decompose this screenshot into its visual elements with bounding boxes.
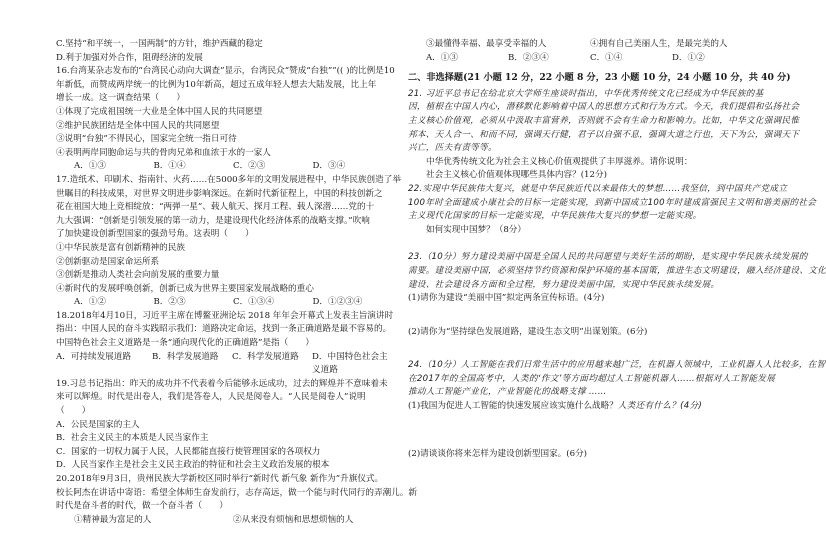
- question-18: [56, 310, 392, 378]
- q15-option-c: C.坚持“和平统一，一国两制”的方针，维护西藏的稳定: [56, 39, 263, 49]
- q24-prompt-1: [408, 400, 754, 414]
- q20-items-row-2: [408, 38, 754, 52]
- q17-option-d: D．①②③④: [312, 297, 363, 308]
- q20-item-3: ③最懂得幸福、最享受幸福的人: [426, 39, 547, 49]
- q17-stem-5: 了加快建设创新型国家的强劲号角。这表明（ ）: [56, 229, 254, 240]
- q24-prompt-2: (2)请谈谈你将来怎样为建设创新型国家。(6分): [408, 448, 588, 459]
- q16-item-3: ③说明“台独”不得民心，国家完全统一指日可待: [56, 134, 237, 145]
- q19-option-d: D．人民当家作主是社会主义民主政治的特征和社会主义政治发展的根本: [56, 460, 330, 471]
- q18-stem-2: 指出：中国人民的奋斗实践昭示我们：道路决定命运，找到一条正确道路是最不容易的。: [56, 324, 392, 335]
- q17-item-2: ②创新驱动是国家命运所系: [56, 256, 160, 267]
- right-column: [408, 38, 826, 461]
- q16-options: [56, 160, 392, 174]
- q22-material-2: 100年时全面建成小康社会的目标一定能实现，到新中国成立100年时建成富强民主文明和谐美丽的社会: [408, 197, 817, 208]
- question-22: [408, 183, 817, 237]
- question-17: [56, 174, 401, 310]
- q20-item-2: ②从来没有烦恼和思想烦恼的人: [233, 514, 354, 525]
- q18-options: [56, 351, 392, 378]
- q20-items-row-1: [56, 514, 392, 528]
- answer-space: [408, 414, 754, 448]
- q16-option-b: B．①④: [153, 161, 186, 172]
- q18-option-d: D．中国特色社会主义道路: [312, 351, 388, 376]
- q16-stem-2: 年新低，而赞成两岸统一的比例为10年新高，超过五成年轻人想去大陆发展，比上年: [56, 79, 377, 90]
- q16-item-4: ④表明两岸同胞命运与共的骨肉兄弟和血浓于水的一家人: [56, 147, 271, 158]
- q20-option-d: D．①②: [672, 52, 705, 63]
- left-column: [56, 38, 417, 527]
- q22-material-1: 22.实现中华民族伟大复兴，就是中华民族近代以来最伟大的梦想……我坚信，到中国共产党成立: [408, 183, 788, 194]
- answer-space: [408, 237, 754, 251]
- q16-stem-3: 增长一成。这一调查结果（ ）: [56, 93, 185, 104]
- q20-stem-3: 时代是奋斗者的时代，做一个奋斗者（ ）: [56, 501, 228, 512]
- q21-material-2: 因，植根在中国人内心，潜移默化影响着中国人的思想方式和行为方式。今天，我们提倡和弘扬社会: [408, 102, 800, 113]
- q17-options: [56, 296, 392, 310]
- question-20: [56, 473, 417, 527]
- q16-item-1: ①体现了完成祖国统一大业是全体中国人民的共同愿望: [56, 106, 263, 117]
- q21-material-1: 21. 习近平总书记在给北京大学师生座谈时指出，中华优秀传统文化已经成为中华民族的基: [408, 88, 764, 99]
- question-19: [56, 378, 392, 473]
- q17-stem-3: 花在祖国大地上竞相绽放：“两弹一星”、载人航天、探月工程、载人深潜……党的十: [56, 202, 375, 213]
- q18-option-a: A．可持续发展道路: [56, 351, 131, 362]
- q17-stem-1: 17.造纸术、印刷术、指南针、火药……在5000多年的文明发展进程中，中华民族创造了举: [56, 174, 401, 185]
- q19-stem-2: 来可以辉煌。时代是出卷人，我们是答卷人，人民是阅卷人。“人民是阅卷人”说明: [56, 392, 366, 403]
- q19-option-b: B．社会主义民主的本质是人民当家作主: [56, 433, 209, 444]
- q18-stem-3: 中国特色社会主义道路是一条“通向现代化的正确道路”是指（ ）: [56, 338, 315, 349]
- q17-item-1: ①中华民族是富有创新精神的民族: [56, 242, 185, 253]
- q20-option-b: B．②③④: [508, 52, 549, 63]
- q21-material-4: 邦本、天人合一、和而不同，强调天行健，君子以自强不息，强调大道之行也，天下为公，强调天下: [408, 129, 800, 140]
- question-23: [408, 251, 826, 339]
- question-21: [408, 88, 800, 183]
- q20-stem-2: 校长阿杰在讲话中寄语：希望全体师生奋发前行，志存高远，做一个能与时代同行的弄潮儿。新: [56, 487, 417, 498]
- q16-option-a: A．①③: [74, 161, 106, 172]
- q24-material-2: 在2017年的全国高考中，人类的‘作文’等方面均超过人工智能机器人……根据对人工智能发展: [408, 373, 776, 384]
- q24-prompt-1-tail: 人类还有什么？(4分): [617, 401, 703, 412]
- q16-option-d: D．③④: [312, 161, 346, 172]
- q17-option-c: C．①③④: [233, 297, 274, 308]
- q23-prompt-2: (2)请你为“坚持绿色发展道路，建设生态文明”出谋划策。(6分): [408, 326, 648, 337]
- q20-item-4: ④拥有自己美丽人生，是最完美的人: [590, 39, 728, 49]
- question-16: [56, 65, 395, 174]
- q19-option-c: C．国家的一切权力属于人民，人民都能直接行使管理国家的各项权力: [56, 446, 321, 457]
- q17-option-a: A．①②: [74, 297, 106, 308]
- q19-option-a: A．公民是国家的主人: [56, 419, 140, 430]
- q23-material-3: 建设、社会建设各方面和全过程，努力建设美丽中国，实现中华民族永续发展。: [408, 279, 720, 290]
- q23-material-1: 23.（10分）努力建设美丽中国是全国人民的共同愿望与美好生活的期盼，是实现中华民族永续发展的: [408, 252, 808, 263]
- q17-stem-2: 世瞩目的科技成果，对世界文明进步影响深远。在新时代新征程上，中国的科技创新之: [56, 188, 383, 199]
- q18-option-b: B．科学发展道路: [152, 351, 219, 362]
- q16-item-2: ②维护民族团结是全体中国人民的共同愿望: [56, 120, 220, 131]
- q17-item-4: ④新时代的发展呼唤创新，创新已成为世界主要国家发展战略的重心: [56, 283, 314, 294]
- q24-material-1: 24.（10分）人工智能在我们日常生活中的应用越来越广泛，在机器人领域中，工业机器人人比较多，在智: [408, 360, 826, 371]
- q21-prompt-2: 社会主义核心价值观体现哪些具体内容？(12分): [426, 170, 607, 181]
- q15-option-d: D.利于加强对外合作，阻碍经济的发展: [56, 52, 203, 63]
- question-24: [408, 359, 826, 461]
- q20-option-a: A．①③: [426, 52, 458, 63]
- q17-stem-4: 九大强调：“创新是引领发展的第一动力，是建设现代化经济体系的战略支撑。”吹响: [56, 215, 370, 226]
- answer-space: [408, 306, 754, 326]
- q18-option-c: C．科学发展道路: [232, 351, 299, 362]
- q24-material-3: 推动人工智能产业化，产业智能化的战略支撑 ……: [408, 387, 607, 398]
- q19-stem-1: 19.习总书记指出：昨天的成功并不代表着今后能够永远成功，过去的辉煌并不意味着未: [56, 378, 388, 389]
- q23-material-2: 需要。建设美丽中国，必须坚持节约资源和保护环境的基本国策，推进生态文明建设，融入经济建设、文化: [408, 265, 826, 276]
- q24-prompt-1-text: (1)我国为促进人工智能的快速发展应该实施什么战略？: [408, 401, 618, 412]
- q17-item-3: ③创新是推动人类社会向前发展的重要力量: [56, 270, 220, 281]
- q23-prompt-1: (1)请你为建设“美丽中国”拟定两条宣传标语。(4分): [408, 293, 605, 304]
- q21-prompt-1: 中华优秀传统文化为社会主义核心价值观提供了丰厚滋养。请你说明：: [426, 156, 693, 167]
- q19-stem-3: （ ）: [56, 406, 91, 417]
- q22-material-3: 主义现代化国家的目标一定能实现，中华民族伟大复兴的梦想一定能实现。: [408, 211, 702, 222]
- q17-option-b: B．②③: [153, 297, 186, 308]
- q20-options: [408, 52, 754, 66]
- section-title: 二、非选择题(21 小题 12 分，22 小题 8 分，23 小题 10 分，24 小题 10 分，共 40 分): [408, 72, 791, 84]
- q22-prompt: 如何实现中国梦？（8分）: [426, 224, 526, 235]
- answer-space: [408, 339, 754, 359]
- q21-material-3: 主义核心价值观，必须从中汲取丰富营养，否则就不会有生命力和影响力。比如，中华文化强调民惟: [408, 115, 800, 126]
- q18-stem-1: 18.2018年4月10日，习近平主席在博鳌亚洲论坛 2018 年年会开幕式上发表主旨演讲时: [56, 310, 394, 321]
- q20-option-c: C．①④: [590, 52, 623, 63]
- q21-material-5: 兴亡，匹夫有责等等。: [408, 143, 497, 154]
- q20-stem-1: 20.2018年9月3日，贵州民族大学新校区同时举行“新时代 新气象 新作为”升旗仪式。: [56, 474, 384, 484]
- q16-stem-1: 16.台湾某杂志发布的“台湾民心动向大调查”显示，台湾民众“赞成“台独””(( )的比例是10: [56, 66, 395, 77]
- q20-item-1: ①精神最为富足的人: [74, 514, 152, 525]
- q16-option-c: C．②③: [233, 161, 266, 172]
